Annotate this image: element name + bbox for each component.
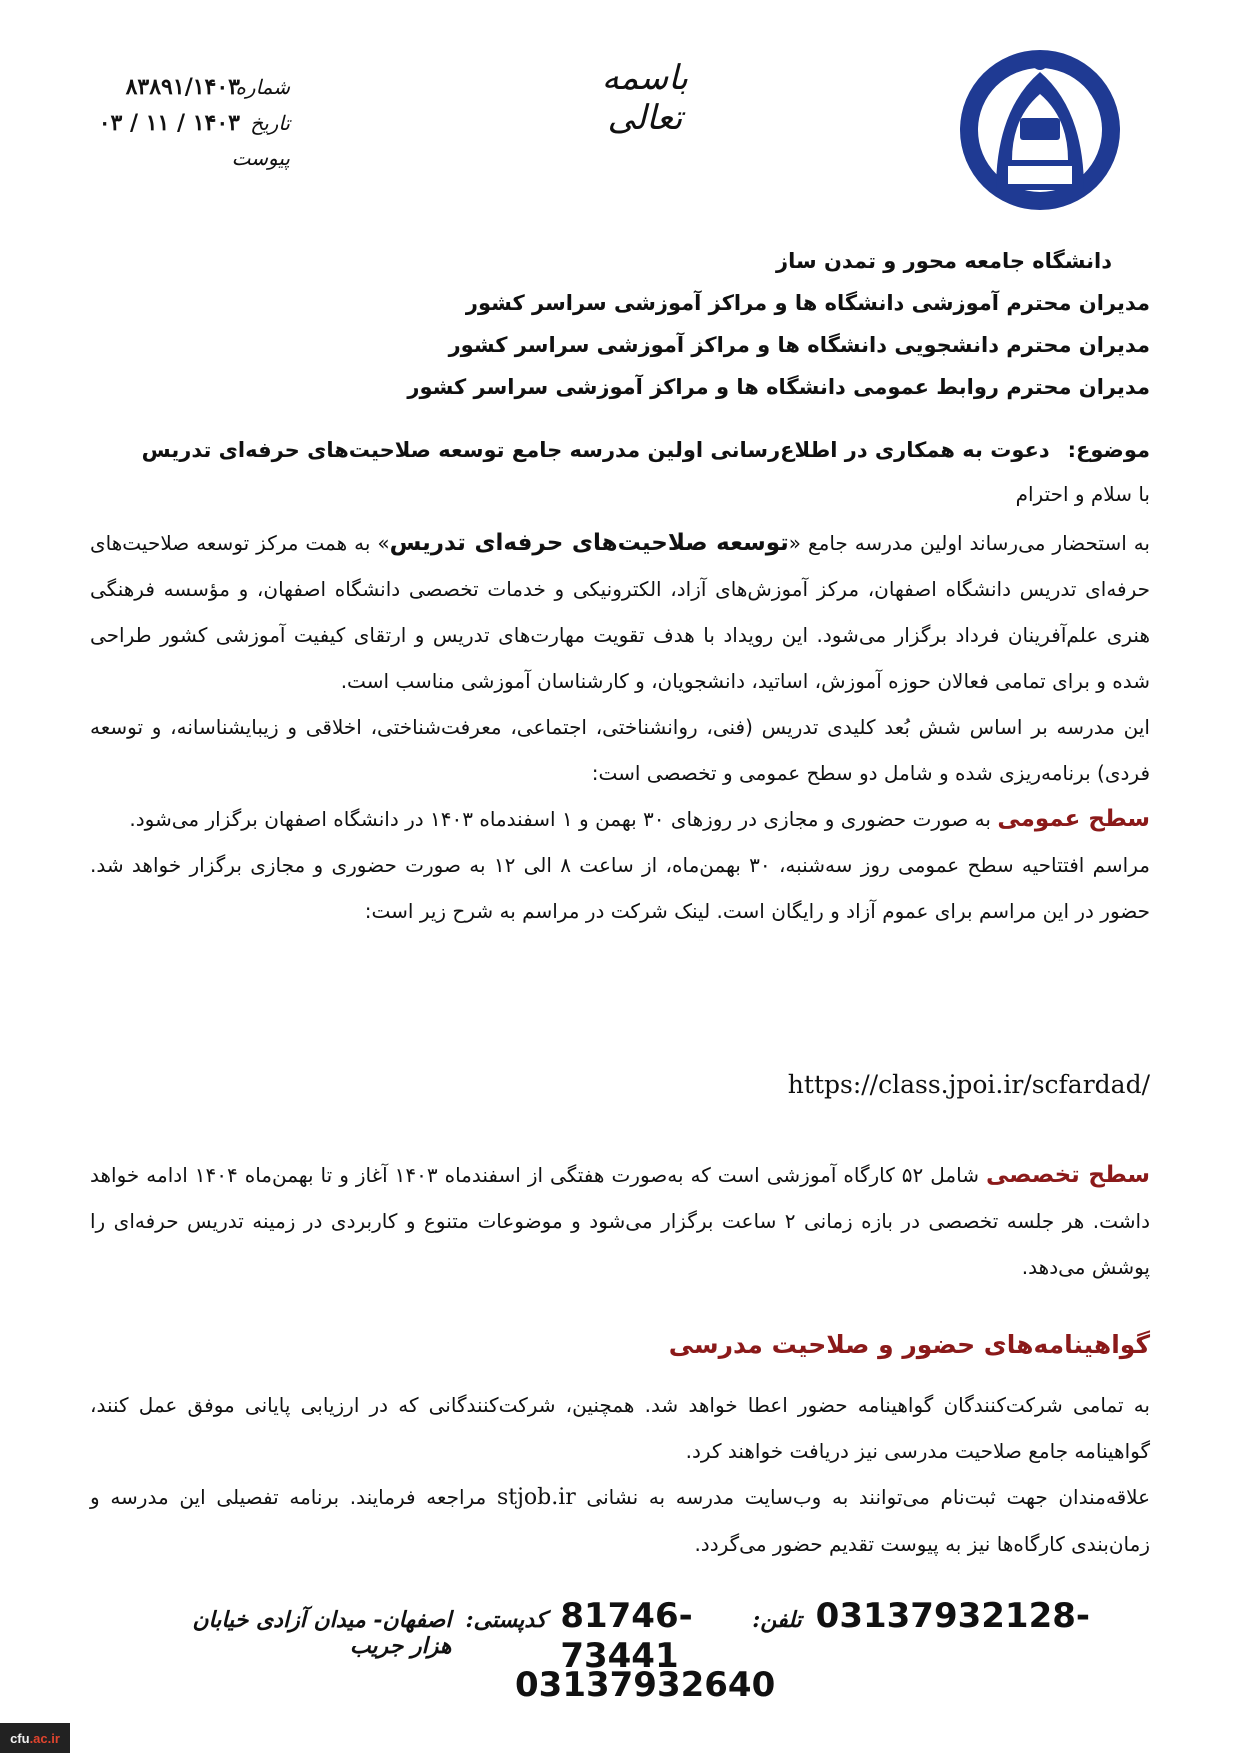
university-tagline: دانشگاه جامعه محور و تمدن ساز bbox=[776, 249, 1112, 273]
recipients-block bbox=[390, 240, 1150, 408]
paragraph-text: به استحضار می‌رساند اولین مدرسه جامع « bbox=[788, 531, 1150, 555]
letter-metadata bbox=[90, 74, 290, 182]
body-paragraph bbox=[90, 796, 1150, 842]
letter-body bbox=[90, 520, 1150, 934]
phone-number: 03137932128- bbox=[815, 1596, 1090, 1636]
letter-number-row bbox=[90, 74, 290, 110]
attachment-row bbox=[90, 146, 290, 182]
letter-number: ۸۳۸۹۱/۱۴۰۳ bbox=[125, 74, 240, 100]
special-level-label: سطح تخصصی bbox=[985, 1162, 1151, 1188]
watermark-suffix: .ac.ir bbox=[29, 1730, 60, 1746]
date-label: تاریخ bbox=[250, 111, 290, 135]
body-paragraph bbox=[90, 520, 1150, 704]
paragraph-text: » به همت مرکز توسعه صلاحیت‌های حرفه‌ای تدریس دانشگاه اصفهان، مرکز آموزش‌های آزاد، الکترونیکی و خدمات تخصصی دانشگاه اصفهان، و مؤسسه فرهنگی هنری علم‌آفرینان فرداد برگزار می‌شود. این رویداد با هدف تقویت مهارت‌های تدریس و ارتقای کیفیت آموزشی کشور طراحی شده و برای تمامی فعالان حوزه آموزش، اساتید، دانشجویان، و کارشناسان آموزشی مناسب است. bbox=[90, 531, 1150, 693]
ceremony-link[interactable]: https://class.jpoi.ir/scfardad/ bbox=[787, 1070, 1150, 1099]
greeting: با سلام و احترام bbox=[1015, 482, 1150, 506]
body-paragraph: به تمامی شرکت‌کنندگان گواهینامه حضور اعطا خواهد شد. همچنین، شرکت‌کنندگانی که در ارزیابی پایانی موفق عمل کنند، گواهینامه جامع صلاحیت مدرسی نیز دریافت خواهند کرد. bbox=[90, 1393, 1150, 1463]
certificates-body bbox=[90, 1382, 1150, 1567]
watermark-prefix: cfu bbox=[10, 1730, 30, 1746]
body-paragraph: مراسم افتتاحیه سطح عمومی روز سه‌شنبه، ۳۰ بهمن‌ماه، از ساعت ۸ الی ۱۲ به صورت حضوری و مجازی برگزار خواهد شد. حضور در این مراسم برای عموم آزاد و رایگان است. لینک شرکت در مراسم به شرح زیر است: bbox=[90, 853, 1150, 923]
attachment-label: پیوست bbox=[231, 146, 290, 170]
letter-date: ۱۴۰۳ / ۱۱ / ۰۳ bbox=[98, 110, 240, 136]
school-name: توسعه صلاحیت‌های حرفه‌ای تدریس bbox=[389, 530, 789, 556]
postal-label: کدپستی: bbox=[465, 1607, 547, 1633]
paragraph-text: به صورت حضوری و مجازی در روزهای ۳۰ بهمن و ۱ اسفندماه ۱۴۰۳ در دانشگاه اصفهان برگزار می‌شود. bbox=[129, 807, 998, 831]
body-paragraph bbox=[90, 1474, 1150, 1567]
paragraph-text: شامل ۵۲ کارگاه آموزشی است که به‌صورت هفتگی از اسفندماه ۱۴۰۳ آغاز و تا بهمن‌ماه ۱۴۰۴ ادامه خواهد داشت. هر جلسه تخصصی در بازه زمانی ۲ ساعت برگزار می‌شود و موضوعات متنوع و کاربردی در زمینه تدریس حرفه‌ای را پوشش می‌دهد. bbox=[90, 1163, 1150, 1279]
number-label: شماره bbox=[235, 75, 290, 99]
body-paragraph: این مدرسه بر اساس شش بُعد کلیدی تدریس (فنی، روانشناختی، اجتماعی، معرفت‌شناختی، اخلاقی و زیبایشناسانه، و توسعه فردی) برنامه‌ریزی شده و شامل دو سطح عمومی و تخصصی است: bbox=[90, 715, 1150, 785]
recipient-line: مدیران محترم روابط عمومی دانشگاه ها و مراکز آموزشی سراسر کشور bbox=[407, 375, 1150, 399]
subject-label: موضوع: bbox=[1067, 438, 1150, 462]
university-logo bbox=[956, 40, 1124, 216]
general-level-label: سطح عمومی bbox=[997, 806, 1150, 832]
footer-address: اصفهان- میدان آزادی خیابان هزار جریب bbox=[192, 1607, 452, 1659]
bismillah: باسمه تعالی bbox=[601, 58, 689, 138]
website-link[interactable]: stjob.ir bbox=[496, 1485, 576, 1510]
certificates-heading: گواهینامه‌های حضور و صلاحیت مدرسی bbox=[668, 1330, 1150, 1359]
subject-text: دعوت به همکاری در اطلاع‌رسانی اولین مدرسه جامع توسعه صلاحیت‌های حرفه‌ای تدریس bbox=[141, 438, 1050, 462]
paragraph-text: مراجعه فرمایند. برنامه تفصیلی این مدرسه و زمان‌بندی کارگاه‌ها نیز به پیوست تقدیم حضور می‌گردد. bbox=[90, 1485, 1150, 1556]
letter-date-row bbox=[90, 110, 290, 146]
recipient-line: مدیران محترم دانشجویی دانشگاه ها و مراکز آموزشی سراسر کشور bbox=[448, 333, 1150, 357]
postal-code: 81746-73441 bbox=[560, 1596, 693, 1676]
paragraph-text: علاقه‌مندان جهت ثبت‌نام می‌توانند به وب‌سایت مدرسه به نشانی bbox=[575, 1485, 1150, 1509]
site-watermark bbox=[0, 1723, 70, 1753]
special-level-paragraph bbox=[90, 1152, 1150, 1290]
footer-contact bbox=[190, 1596, 1090, 1676]
recipient-line: مدیران محترم آموزشی دانشگاه ها و مراکز آموزشی سراسر کشور bbox=[465, 291, 1150, 315]
subject-line bbox=[90, 438, 1150, 462]
fax-number: 03137932640 bbox=[515, 1665, 776, 1705]
phone-label: تلفن: bbox=[752, 1607, 802, 1633]
